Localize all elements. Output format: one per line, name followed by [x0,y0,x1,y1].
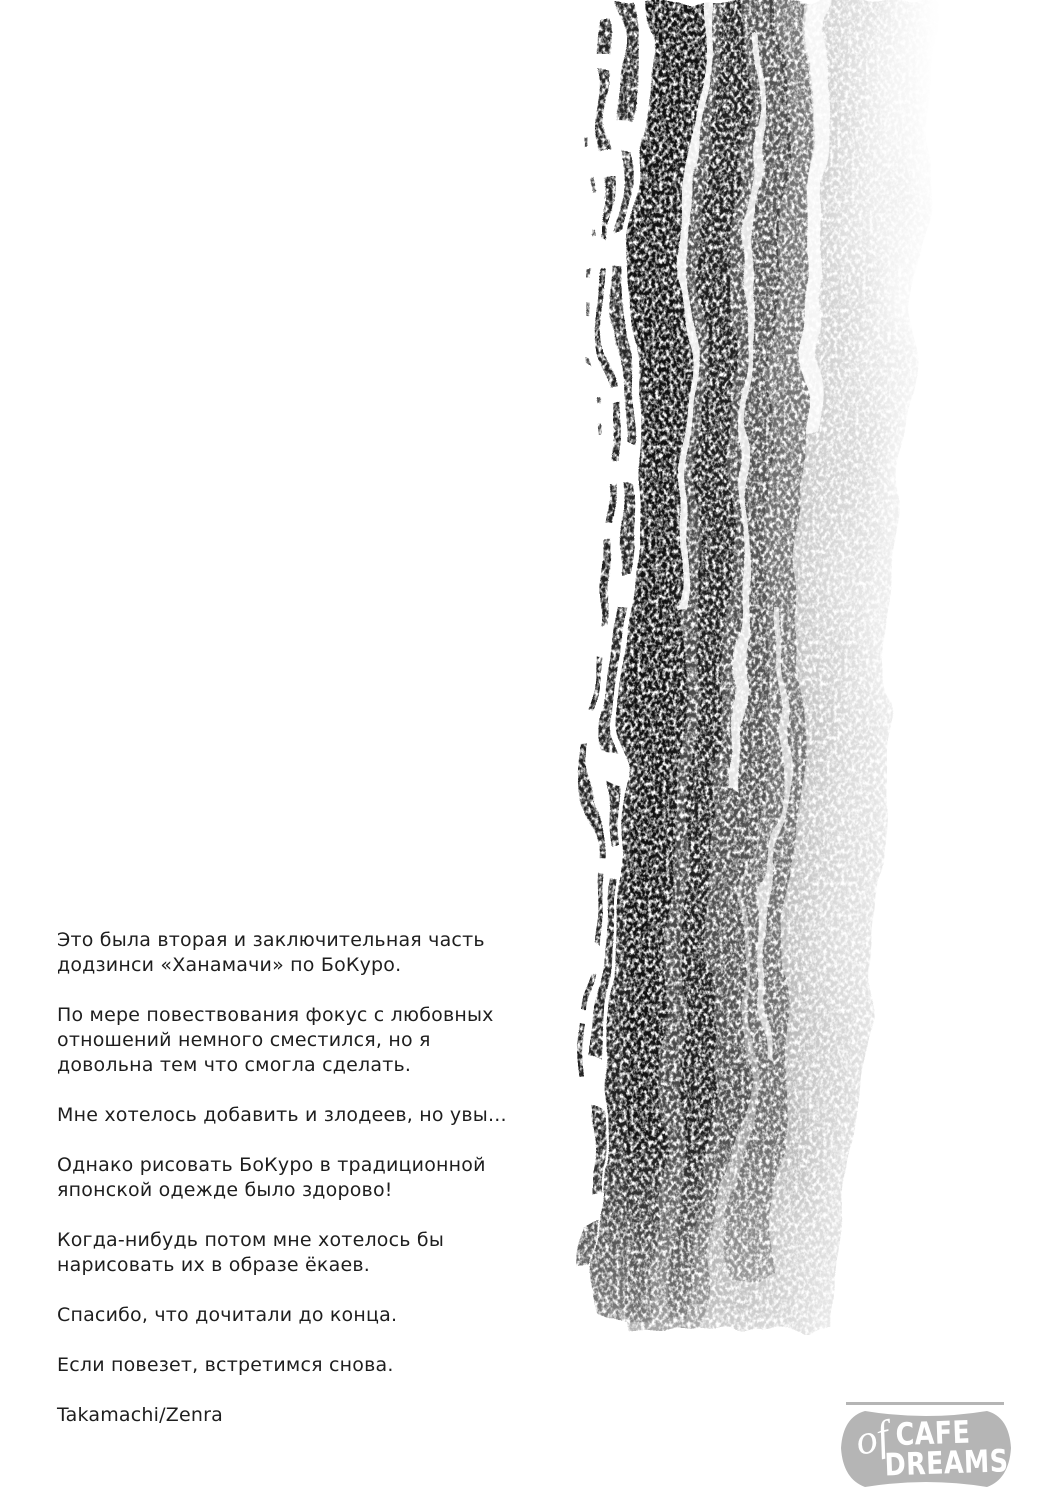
afterword-text-block [57,928,509,1428]
cafe-of-dreams-logo [838,1398,1016,1494]
charcoal-stripe-mid [752,0,795,1280]
white-gap-streak [733,40,755,800]
afterword-paragraph: Мне хотелось добавить и злодеев, но увы... [57,1104,507,1126]
charcoal-stripe-dark-2 [682,0,728,1320]
white-gap-streak [684,0,700,620]
broken-streak [586,20,612,1080]
logo-word-cafe: CAFE [894,1414,971,1454]
afterword-paragraph: Это была вторая и заключительная часть додзинси «Ханамачи» по БоКуро. [57,929,485,976]
logo-word-dreams: DREAMS [884,1443,1009,1484]
white-gap-streak [810,0,822,430]
charcoal-stripe-dark [622,0,670,1320]
afterword-paragraph: Когда-нибудь потом мне хотелось бы нарисовать их в образе ёкаев. [57,1229,445,1276]
logo-word-of: of [851,1413,894,1465]
broken-streak [590,140,595,470]
afterword-paragraph: По мере повествования фокус с любовных отношений немного сместился, но я довольна тем что смогла сделать. [57,1004,494,1076]
afterword-paragraph: Если повезет, встретимся снова. [57,1354,394,1376]
broken-streak [594,0,630,1260]
charcoal-core [626,0,785,1330]
white-gap-streak [758,600,775,1060]
charcoal-wash [640,0,940,1330]
author-signature: Takamachi/Zenra [57,1404,223,1426]
charcoal-texture-artwork [570,0,1040,1420]
afterword-paragraph: Спасибо, что дочитали до конца. [57,1304,398,1326]
afterword-paragraph: Однако рисовать БоКуро в традиционной японской одежде было здорово! [57,1154,486,1201]
